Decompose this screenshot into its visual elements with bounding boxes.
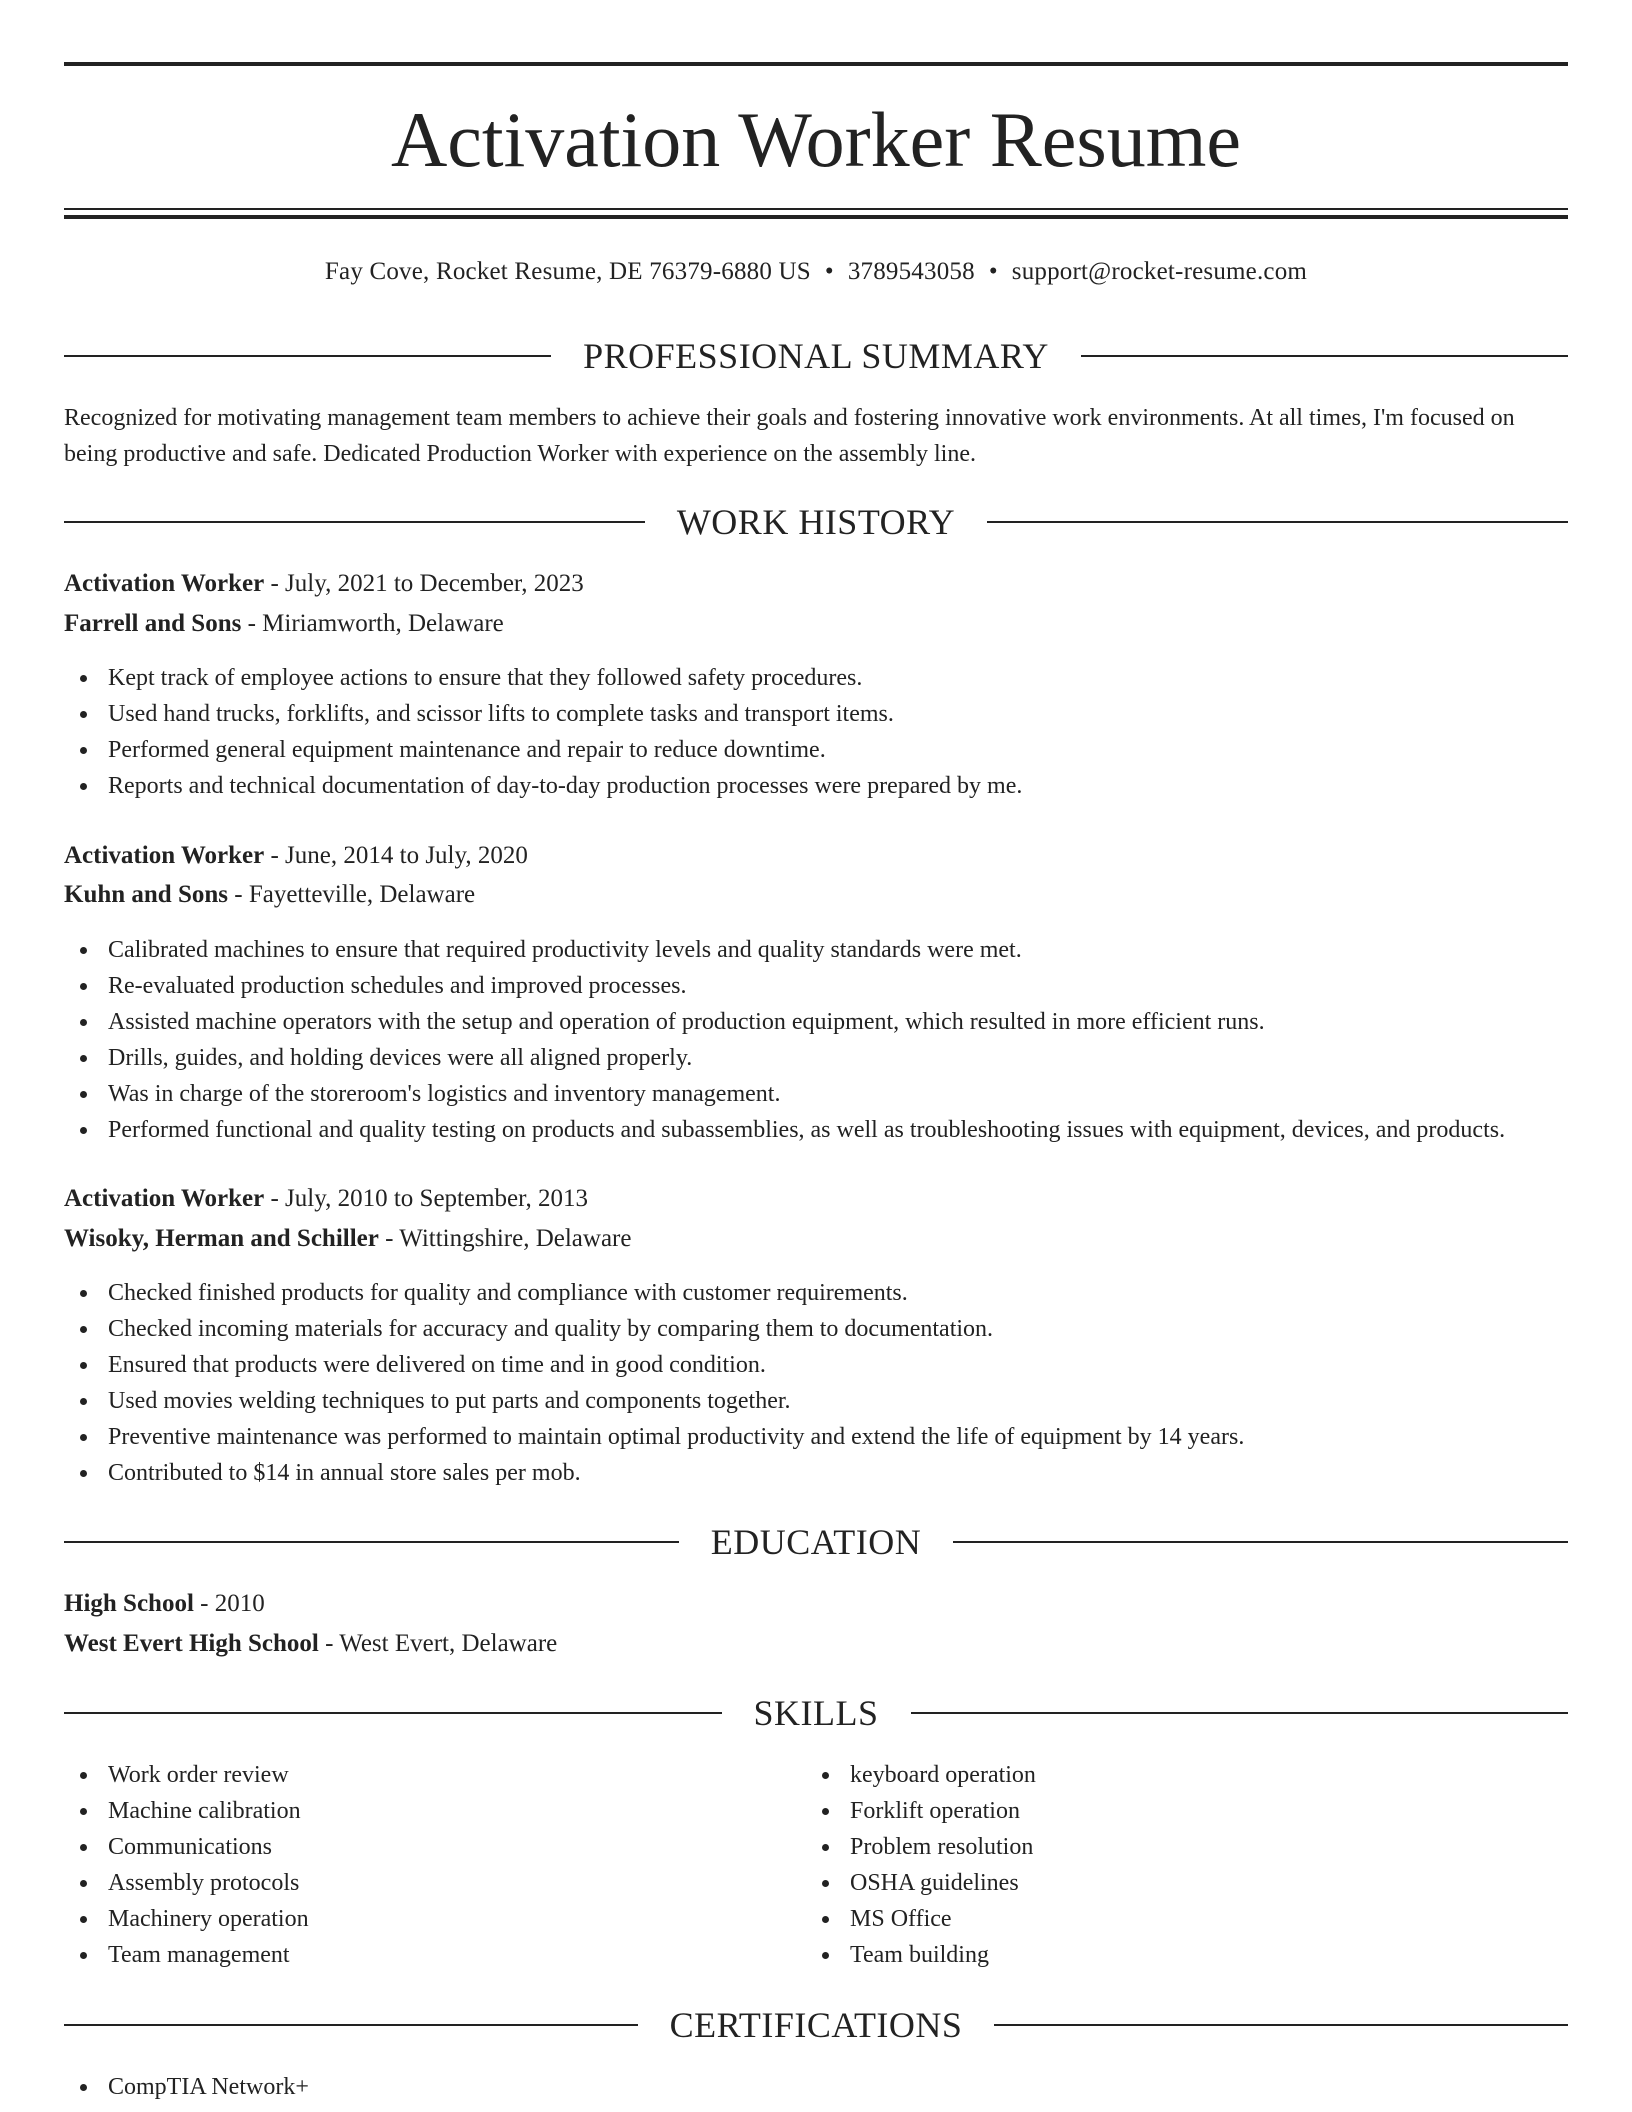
section-header-skills: [64, 1691, 1568, 1735]
list-item: Performed general equipment maintenance and repair to reduce downtime.: [64, 732, 1568, 768]
education-degree-line: [64, 1586, 1568, 1622]
job-3-bullets: [64, 1275, 1568, 1491]
job-dates: - July, 2010 to September, 2013: [270, 1185, 588, 1212]
header-top-rule: [64, 62, 1568, 66]
contact-address: Fay Cove, Rocket Resume, DE 76379-6880 US: [324, 258, 811, 285]
job-dates: - July, 2021 to December, 2023: [270, 570, 584, 597]
list-item: OSHA guidelines: [806, 1865, 1546, 1901]
contact-separator: •: [988, 258, 998, 285]
list-item: CompTIA Network+: [64, 2069, 1568, 2105]
list-item: Checked incoming materials for accuracy and quality by comparing them to documentation.: [64, 1311, 1568, 1347]
job-role: Activation Worker: [64, 570, 265, 597]
list-item: Used movies welding techniques to put parts and components together.: [64, 1383, 1568, 1419]
section-title: SKILLS: [753, 1693, 879, 1733]
list-item: Work order review: [64, 1757, 804, 1793]
education-school-line: [64, 1626, 1568, 1662]
list-item: Assembly protocols: [64, 1865, 804, 1901]
list-item: Contributed to $14 in annual store sales per mob.: [64, 1455, 1568, 1491]
section-header-education: [64, 1520, 1568, 1564]
list-item: Team building: [806, 1937, 1546, 1973]
list-item: Preventive maintenance was performed to maintain optimal productivity and extend the life of equipment by 14 years.: [64, 1419, 1568, 1455]
section-title: CERTIFICATIONS: [669, 2005, 963, 2045]
contact-separator: •: [824, 258, 834, 285]
list-item: Machine calibration: [64, 1793, 804, 1829]
section-header-certifications: [64, 2003, 1568, 2047]
section-title: WORK HISTORY: [676, 502, 956, 542]
job-2-title-line: [64, 838, 1568, 874]
list-item: keyboard operation: [806, 1757, 1546, 1793]
summary-text: Recognized for motivating management team members to achieve their goals and fostering innovative work environments. At all times, I'm focused on being productive and safe. Dedicated Production Worker with experience on the assembly line.: [64, 405, 1515, 467]
job-3-title-line: [64, 1181, 1568, 1217]
job-company: Kuhn and Sons: [64, 881, 229, 908]
list-item: Reports and technical documentation of day-to-day production processes were prepared by me.: [64, 768, 1568, 804]
education-location: - West Evert, Delaware: [325, 1630, 558, 1657]
list-item: Checked finished products for quality and compliance with customer requirements.: [64, 1275, 1568, 1311]
job-role: Activation Worker: [64, 1185, 265, 1212]
list-item: Assisted machine operators with the setup and operation of production equipment, which resulted in more efficient runs.: [64, 1004, 1568, 1040]
section-header-summary: [64, 334, 1568, 378]
job-3-company-line: [64, 1221, 1568, 1257]
job-role: Activation Worker: [64, 842, 265, 869]
list-item: Forklift operation: [806, 1793, 1546, 1829]
job-2-bullets: [64, 932, 1568, 1148]
list-item: MS Office: [806, 1901, 1546, 1937]
education-school: West Evert High School: [64, 1630, 319, 1657]
list-item: Ensured that products were delivered on time and in good condition.: [64, 1347, 1568, 1383]
contact-line: [64, 254, 1568, 290]
list-item: Machinery operation: [64, 1901, 804, 1937]
job-2-company-line: [64, 877, 1568, 913]
list-item: Problem resolution: [806, 1829, 1546, 1865]
list-item: Re-evaluated production schedules and improved processes.: [64, 968, 1568, 1004]
list-item: Team management: [64, 1937, 804, 1973]
list-item: Was in charge of the storeroom's logistics and inventory management.: [64, 1076, 1568, 1112]
job-location: - Miriamworth, Delaware: [247, 610, 504, 637]
header-rule-2: [64, 215, 1568, 219]
list-item: Calibrated machines to ensure that required productivity levels and quality standards were met.: [64, 932, 1568, 968]
list-item: Drills, guides, and holding devices were all aligned properly.: [64, 1040, 1568, 1076]
list-item: Kept track of employee actions to ensure that they followed safety procedures.: [64, 660, 1568, 696]
skills-list-left: [64, 1757, 804, 1973]
education-degree: High School: [64, 1590, 194, 1617]
contact-email[interactable]: support@rocket-resume.com: [1011, 258, 1308, 285]
section-title: EDUCATION: [710, 1522, 922, 1562]
job-1-title-line: [64, 566, 1568, 602]
contact-phone: 3789543058: [847, 258, 975, 285]
header-rule-1: [64, 208, 1568, 210]
list-item: Used hand trucks, forklifts, and scissor lifts to complete tasks and transport items.: [64, 696, 1568, 732]
job-dates: - June, 2014 to July, 2020: [270, 842, 528, 869]
job-1-bullets: [64, 660, 1568, 804]
resume-title: Activation Worker Resume: [390, 96, 1242, 183]
list-item: Performed functional and quality testing on products and subassemblies, as well as troubleshooting issues with equipment, devices, and products.: [64, 1112, 1568, 1148]
section-header-work: [64, 500, 1568, 544]
list-item: Communications: [64, 1829, 804, 1865]
education-year: - 2010: [200, 1590, 265, 1617]
job-company: Farrell and Sons: [64, 610, 242, 637]
skills-list-right: [806, 1757, 1546, 1973]
certifications-list: [64, 2069, 1568, 2105]
job-company: Wisoky, Herman and Schiller: [64, 1225, 379, 1252]
job-location: - Wittingshire, Delaware: [385, 1225, 632, 1252]
job-location: - Fayetteville, Delaware: [234, 881, 476, 908]
section-title: PROFESSIONAL SUMMARY: [583, 336, 1049, 376]
job-1-company-line: [64, 606, 1568, 642]
